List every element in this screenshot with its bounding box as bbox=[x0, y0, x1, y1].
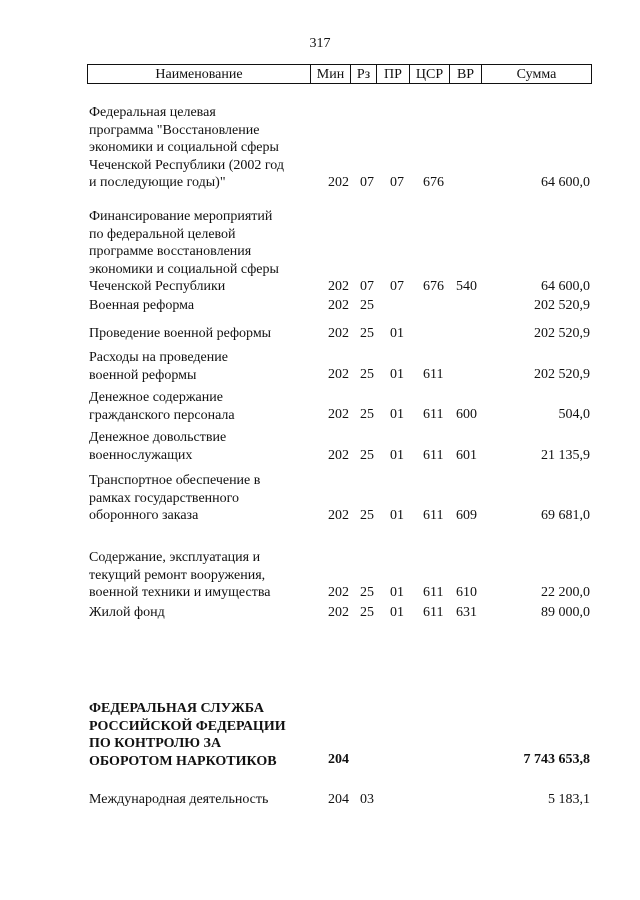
row-sum: 504,0 bbox=[558, 407, 590, 422]
row-rz: 25 bbox=[360, 585, 374, 600]
row-pr: 07 bbox=[390, 175, 404, 190]
row-sum: 64 600,0 bbox=[541, 175, 590, 190]
row-rz: 25 bbox=[360, 298, 374, 313]
row-min: 202 bbox=[328, 367, 349, 382]
row-min: 202 bbox=[328, 448, 349, 463]
row-rz: 25 bbox=[360, 326, 374, 341]
row-pr: 01 bbox=[390, 367, 404, 382]
row-vr: 600 bbox=[456, 407, 477, 422]
row-pr: 01 bbox=[390, 508, 404, 523]
row-min: 204 bbox=[328, 792, 349, 807]
column-header-sum: Сумма bbox=[481, 65, 591, 83]
row-pr: 01 bbox=[390, 585, 404, 600]
row-sum: 202 520,9 bbox=[534, 367, 590, 382]
row-pr: 01 bbox=[390, 407, 404, 422]
row-rz: 25 bbox=[360, 448, 374, 463]
row-pr: 01 bbox=[390, 448, 404, 463]
row-vr: 601 bbox=[456, 448, 477, 463]
row-min: 202 bbox=[328, 175, 349, 190]
row-csr: 611 bbox=[423, 585, 444, 600]
row-name: Содержание, эксплуатация и текущий ремонт вооружения, военной техники и имущества bbox=[89, 550, 271, 600]
row-csr: 611 bbox=[423, 448, 444, 463]
row-name: Денежное содержание гражданского персонала bbox=[89, 390, 235, 423]
row-vr: 609 bbox=[456, 508, 477, 523]
row-pr: 01 bbox=[390, 326, 404, 341]
row-min: 202 bbox=[328, 298, 349, 313]
row-csr: 611 bbox=[423, 407, 444, 422]
row-sum: 202 520,9 bbox=[534, 298, 590, 313]
row-name: Федеральная целевая программа "Восстановление экономики и социальной сферы Чеченской Республики (2002 год и последующие годы)" bbox=[89, 105, 285, 190]
row-rz: 25 bbox=[360, 367, 374, 382]
row-min: 202 bbox=[328, 508, 349, 523]
row-min: 202 bbox=[328, 605, 349, 620]
row-min: 202 bbox=[328, 585, 349, 600]
column-header-vr: ВР bbox=[449, 65, 481, 83]
row-sum: 202 520,9 bbox=[534, 326, 590, 341]
row-sum: 21 135,9 bbox=[541, 448, 590, 463]
row-name: Жилой фонд bbox=[89, 605, 165, 620]
column-header-name: Наименование bbox=[155, 67, 243, 82]
row-rz: 03 bbox=[360, 792, 374, 807]
row-csr: 676 bbox=[423, 175, 444, 190]
row-name: Транспортное обеспечение в рамках государственного оборонного заказа bbox=[89, 473, 261, 523]
column-header-pr: ПР bbox=[376, 65, 409, 83]
row-name: Финансирование мероприятий по федеральной целевой программе восстановления экономики и социальной сферы Чеченской Республики bbox=[89, 209, 279, 294]
row-sum: 22 200,0 bbox=[541, 585, 590, 600]
row-rz: 25 bbox=[360, 407, 374, 422]
row-min: 202 bbox=[328, 326, 349, 341]
row-pr: 01 bbox=[390, 605, 404, 620]
row-min: 202 bbox=[328, 279, 349, 294]
row-csr: 611 bbox=[423, 605, 444, 620]
row-sum: 5 183,1 bbox=[548, 792, 590, 807]
row-vr: 610 bbox=[456, 585, 477, 600]
row-rz: 25 bbox=[360, 508, 374, 523]
column-header-rz: Рз bbox=[350, 65, 376, 83]
row-rz: 25 bbox=[360, 605, 374, 620]
table-header bbox=[87, 64, 592, 84]
row-name: Военная реформа bbox=[89, 298, 195, 313]
row-sum: 7 743 653,8 bbox=[523, 752, 590, 767]
row-rz: 07 bbox=[360, 279, 374, 294]
page-number: 317 bbox=[309, 36, 331, 51]
row-name: ФЕДЕРАЛЬНАЯ СЛУЖБА РОССИЙСКОЙ ФЕДЕРАЦИИ ПО КОНТРОЛЮ ЗА ОБОРОТОМ НАРКОТИКОВ bbox=[89, 701, 286, 769]
row-rz: 07 bbox=[360, 175, 374, 190]
row-min: 204 bbox=[328, 752, 349, 767]
row-sum: 89 000,0 bbox=[541, 605, 590, 620]
row-csr: 676 bbox=[423, 279, 444, 294]
column-header-csr: ЦСР bbox=[409, 65, 449, 83]
row-sum: 64 600,0 bbox=[541, 279, 590, 294]
row-pr: 07 bbox=[390, 279, 404, 294]
row-min: 202 bbox=[328, 407, 349, 422]
row-name: Расходы на проведение военной реформы bbox=[89, 350, 228, 383]
column-header-min: Мин bbox=[310, 65, 350, 83]
row-vr: 631 bbox=[456, 605, 477, 620]
row-name: Международная деятельность bbox=[89, 792, 269, 807]
row-name: Денежное довольствие военнослужащих bbox=[89, 430, 227, 463]
row-vr: 540 bbox=[456, 279, 477, 294]
row-name: Проведение военной реформы bbox=[89, 326, 272, 341]
row-csr: 611 bbox=[423, 367, 444, 382]
row-csr: 611 bbox=[423, 508, 444, 523]
row-sum: 69 681,0 bbox=[541, 508, 590, 523]
